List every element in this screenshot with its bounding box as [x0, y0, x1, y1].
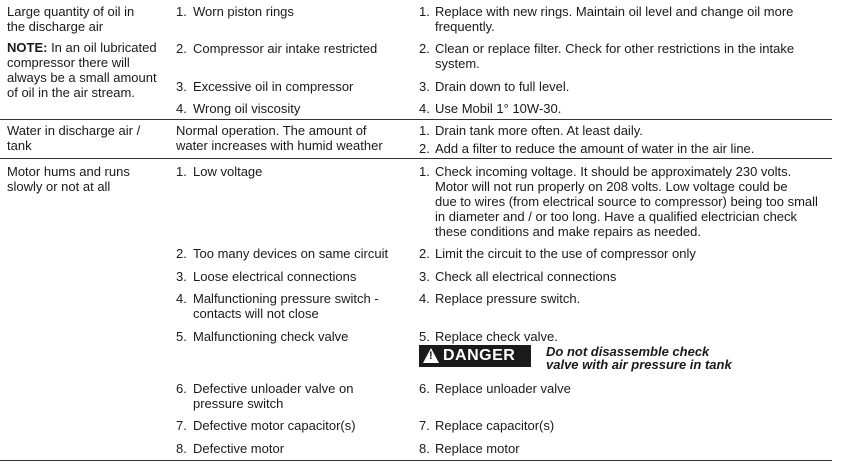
danger-label: ! DANGER [419, 345, 531, 367]
cause-number: 8. [176, 441, 187, 456]
cause-number: 7. [176, 418, 187, 433]
solution-text: Replace capacitor(s) [435, 418, 555, 433]
solution-text: Motor will not run properly on 208 volts. Low voltage could be [435, 179, 788, 194]
note-text: In an oil lubricated [47, 40, 157, 55]
cause-number: 3. [176, 79, 187, 94]
problem-text: Large quantity of oil in [7, 4, 135, 19]
solution-text: these conditions and make repairs as needed. [435, 224, 701, 239]
note-label: NOTE: [7, 40, 48, 55]
solution-number: 4. [419, 101, 430, 116]
problem-text: the discharge air [7, 19, 104, 34]
cause-text: Worn piston rings [193, 4, 294, 19]
danger-message: Do not disassemble check [546, 344, 710, 359]
solution-number: 3. [419, 79, 430, 94]
cause-number: 3. [176, 269, 187, 284]
danger-word: DANGER [443, 347, 516, 364]
problem-text: Motor hums and runs [7, 164, 130, 179]
cause-number: 1. [176, 164, 187, 179]
solution-text: frequently. [435, 19, 495, 34]
cause-text: Normal operation. The amount of [176, 123, 367, 138]
note [7, 40, 157, 55]
solution-number: 6. [419, 381, 430, 396]
cause-text: contacts will not close [193, 306, 319, 321]
cause-text: Low voltage [193, 164, 263, 179]
cause-number: 4. [176, 101, 187, 116]
cause-text: Compressor air intake restricted [193, 41, 378, 56]
row-divider [0, 158, 832, 159]
solution-text: Replace check valve. [435, 329, 558, 344]
problem-text: slowly or not at all [7, 179, 111, 194]
solution-text: Drain tank more often. At least daily. [435, 123, 643, 138]
solution-text: Replace motor [435, 441, 520, 456]
danger-message: valve with air pressure in tank [546, 357, 732, 372]
solution-number: 7. [419, 418, 430, 433]
solution-text: system. [435, 56, 480, 71]
cause-text: Defective unloader valve on [193, 381, 354, 396]
cause-text: Defective motor [193, 441, 285, 456]
cause-text: Loose electrical connections [193, 269, 357, 284]
note-text: always be a small amount [7, 70, 157, 85]
cause-text: Too many devices on same circuit [193, 246, 389, 261]
solution-number: 1. [419, 164, 430, 179]
solution-number: 2. [419, 246, 430, 261]
solution-text: in diameter and / or too long. Have a qualified electrician check [435, 209, 798, 224]
row-divider [0, 460, 832, 461]
cause-number: 2. [176, 246, 187, 261]
solution-text: Replace with new rings. Maintain oil level and change oil more [435, 4, 794, 19]
solution-number: 1. [419, 4, 430, 19]
solution-text: Clean or replace filter. Check for other restrictions in the intake [435, 41, 795, 56]
cause-text: Malfunctioning check valve [193, 329, 349, 344]
cause-text: Defective motor capacitor(s) [193, 418, 356, 433]
cause-text: water increases with humid weather [176, 138, 383, 153]
solution-number: 2. [419, 141, 430, 156]
cause-number: 4. [176, 291, 187, 306]
cause-number: 6. [176, 381, 187, 396]
cause-number: 1. [176, 4, 187, 19]
solution-text: Add a filter to reduce the amount of water in the air line. [435, 141, 755, 156]
note-text: compressor there will [7, 55, 130, 70]
solution-text: Use Mobil 1° 10W-30. [435, 101, 562, 116]
problem-text: tank [7, 138, 32, 153]
solution-number: 8. [419, 441, 430, 456]
solution-number: 4. [419, 291, 430, 306]
cause-text: Excessive oil in compressor [193, 79, 354, 94]
cause-text: Wrong oil viscosity [193, 101, 301, 116]
solution-number: 3. [419, 269, 430, 284]
solution-number: 1. [419, 123, 430, 138]
cause-text: pressure switch [193, 396, 284, 411]
solution-text: due to wires (from electrical source to compressor) being too small [435, 194, 818, 209]
row-divider [0, 119, 832, 120]
solution-text: Limit the circuit to the use of compressor only [435, 246, 696, 261]
cause-number: 5. [176, 329, 187, 344]
solution-number: 5. [419, 329, 430, 344]
solution-text: Replace unloader valve [435, 381, 571, 396]
cause-number: 2. [176, 41, 187, 56]
solution-text: Replace pressure switch. [435, 291, 581, 306]
solution-text: Drain down to full level. [435, 79, 570, 94]
note-text: of oil in the air stream. [7, 85, 135, 100]
solution-number: 2. [419, 41, 430, 56]
cause-text: Malfunctioning pressure switch - [193, 291, 379, 306]
problem-text: Water in discharge air / [7, 123, 141, 138]
solution-text: Check incoming voltage. It should be approximately 230 volts. [435, 164, 792, 179]
solution-text: Check all electrical connections [435, 269, 617, 284]
